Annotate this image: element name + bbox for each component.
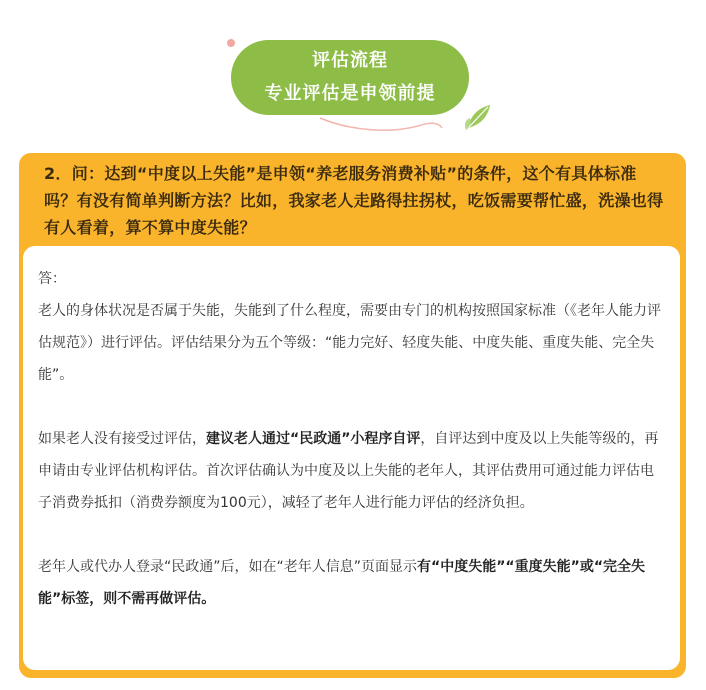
decorative-dot: [227, 39, 235, 47]
answer-paragraph-3-emphasis: 有“中度失能”“重度失能”或“完全失能”标签，则不需再做评估。: [38, 559, 646, 607]
section-header: [0, 0, 706, 150]
swirl-decoration-icon: [318, 112, 458, 138]
answer-paragraph-3-start: 老年人或代办人登录“民政通”后，如在“老年人信息”页面显示: [38, 559, 418, 575]
answer-paragraph-2: [38, 423, 663, 519]
answer-paragraph-3: [38, 551, 663, 615]
section-title-badge: [231, 40, 469, 115]
section-subtitle: 专业评估是申领前提: [264, 83, 436, 104]
answer-paragraph-1: 老人的身体状况是否属于失能，失能到了什么程度，需要由专门的机构按照国家标准（《老年人能力评估规范》）进行评估。评估结果分为五个等级：“能力完好、轻度失能、中度失能、重度失能、完全失能”。: [38, 303, 661, 383]
answer-body: [38, 263, 663, 615]
answer-paragraph-2-start: 如果老人没有接受过评估，: [38, 431, 206, 447]
answer-label: 答：: [38, 271, 66, 287]
leaf-icon: [462, 100, 496, 134]
answer-paragraph-2-end: ，自评达到中度及以上失能等级的，再申请由专业评估机构评估。首次评估确认为中度及以上失能的老年人，其评估费用可通过能力评估电子消费券抵扣（消费券额度为100元），减轻了老年人进行能力评估的经济负担。: [38, 431, 659, 511]
section-title: 评估流程: [312, 50, 388, 71]
question-text: 2．问：达到“中度以上失能”是申领“养老服务消费补贴”的条件，这个有具体标准吗？有没有简单判断方法？比如，我家老人走路得拄拐杖，吃饭需要帮忙盛，洗澡也得有人看着，算不算中度失能？: [44, 164, 664, 237]
answer-paragraph-2-emphasis: 建议老人通过“民政通”小程序自评: [206, 431, 421, 447]
